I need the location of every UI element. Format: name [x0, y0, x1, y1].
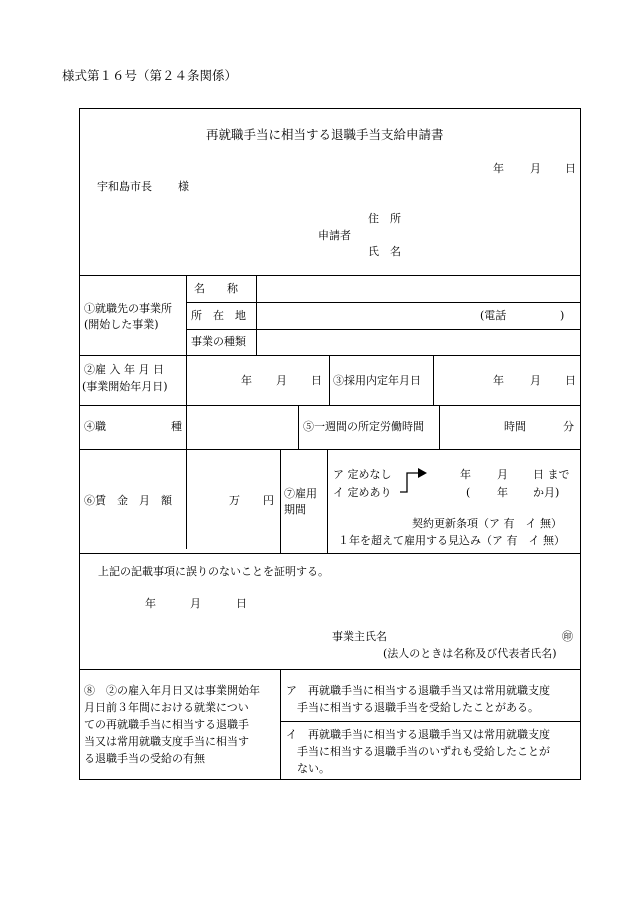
application-form-table — [79, 108, 581, 780]
prior-benefit-label-line: ての再就職手当に相当する退職手 — [84, 718, 249, 731]
corporate-note: (法人のときは名称及び代表者氏名) — [383, 647, 557, 660]
period-month-label: 月 — [497, 468, 508, 481]
column-divider — [256, 275, 257, 355]
phone-close: ) — [560, 309, 565, 322]
employer-signature-label: 事業主氏名 — [332, 630, 387, 643]
form-title: 再就職手当に相当する退職手当支給申請書 — [206, 127, 444, 142]
column-divider — [298, 405, 299, 449]
prior-benefit-option-b: イ 再就職手当に相当する退職手当又は常用就職支度 — [286, 728, 550, 741]
monthly-wage-label: ⑥賃 金 月 額 — [84, 494, 172, 507]
column-divider — [433, 355, 434, 405]
certification-statement: 上記の記載事項に誤りのないことを証明する。 — [98, 565, 329, 578]
hire-date-label: ②雇 入 年 月 日 — [84, 363, 164, 376]
hire-day-label: 日 — [311, 374, 322, 387]
employment-period-label: ⑦雇用 — [284, 487, 317, 500]
employer-label-sub: (開始した事業) — [84, 318, 159, 331]
application-day-label: 日 — [565, 162, 576, 175]
column-divider — [327, 449, 328, 553]
employer-location-label: 所 在 地 — [191, 309, 246, 322]
column-divider — [280, 669, 281, 780]
hire-month-label: 月 — [276, 374, 287, 387]
bracket-arrow-icon — [399, 465, 433, 497]
prior-benefit-label-line: る退職手当の受給の有無 — [84, 752, 205, 765]
scheduled-day-label: 日 — [565, 374, 576, 387]
over-one-year-clause: １年を超えて雇用する見込み（ア 有 イ 無） — [338, 534, 565, 547]
period-option-none: ア 定めなし — [333, 468, 392, 481]
employer-name-label: 名 称 — [194, 282, 238, 295]
applicant-label: 申請者 — [318, 229, 351, 242]
prior-benefit-label-line: ⑧ ②の雇入年月日又は事業開始年 — [84, 684, 260, 697]
prior-benefit-label-line: 当又は常用就職支度手当に相当す — [84, 735, 249, 748]
occupation-label-end: 種 — [171, 420, 182, 433]
period-year-label: 年 — [460, 468, 471, 481]
column-divider — [186, 275, 187, 549]
employer-label: ①就職先の事業所 — [84, 302, 172, 315]
form-number: 様式第１６号（第２４条関係） — [62, 68, 238, 83]
prior-benefit-option-b: 手当に相当する退職手当のいずれも受給したことが — [297, 745, 550, 758]
hire-year-label: 年 — [241, 374, 252, 387]
seal-mark: ㊞ — [562, 630, 573, 643]
period-option-fixed: イ 定めあり — [333, 486, 392, 499]
row-divider — [186, 329, 581, 330]
occupation-label: ④職 — [84, 420, 106, 433]
column-divider — [280, 449, 281, 553]
application-year-label: 年 — [493, 162, 504, 175]
period-until-label: 日 まで — [533, 468, 570, 481]
honorific: 様 — [178, 180, 189, 193]
column-divider — [329, 355, 330, 405]
prior-benefit-option-a: ア 再就職手当に相当する退職手当又は常用就職支度 — [286, 684, 550, 697]
row-divider — [79, 355, 581, 356]
employment-period-label-sub: 期間 — [284, 503, 306, 516]
wage-yen-unit: 円 — [263, 494, 274, 507]
prior-benefit-option-b: ない。 — [297, 762, 330, 775]
row-divider — [79, 449, 581, 450]
months-open: ( — [466, 486, 471, 499]
name-label: 氏 名 — [368, 245, 401, 258]
prior-benefit-label-line: 月日前３年間における就業につい — [84, 701, 249, 714]
prior-benefit-option-a: 手当に相当する退職手当を受給したことがある。 — [297, 701, 539, 714]
business-type-label: 事業の種類 — [191, 335, 246, 348]
row-divider — [186, 302, 581, 303]
minutes-unit: 分 — [563, 420, 574, 433]
weekly-hours-label: ⑤一週間の所定労働時間 — [303, 420, 424, 433]
row-divider — [79, 275, 581, 276]
row-divider — [280, 721, 581, 722]
addressee: 宇和島市長 — [97, 180, 152, 193]
scheduled-month-label: 月 — [530, 374, 541, 387]
hours-unit: 時間 — [504, 420, 526, 433]
months-year-label: 年 — [497, 486, 508, 499]
certification-day-label: 日 — [236, 597, 247, 610]
row-divider — [79, 669, 581, 670]
months-unit-label: か月) — [533, 486, 560, 499]
row-divider — [79, 553, 581, 554]
row-divider — [79, 405, 581, 406]
column-divider — [439, 405, 440, 449]
certification-month-label: 月 — [190, 597, 201, 610]
phone-label: (電話 — [480, 309, 507, 322]
wage-man-unit: 万 — [229, 494, 240, 507]
application-month-label: 月 — [530, 162, 541, 175]
hire-date-label-sub: (事業開始年月日) — [82, 380, 168, 393]
address-label: 住 所 — [368, 212, 401, 225]
scheduled-year-label: 年 — [493, 374, 504, 387]
scheduled-date-label: ③採用内定年月日 — [333, 374, 421, 387]
certification-year-label: 年 — [145, 597, 156, 610]
renewal-clause: 契約更新条項（ア 有 イ 無） — [412, 517, 562, 530]
